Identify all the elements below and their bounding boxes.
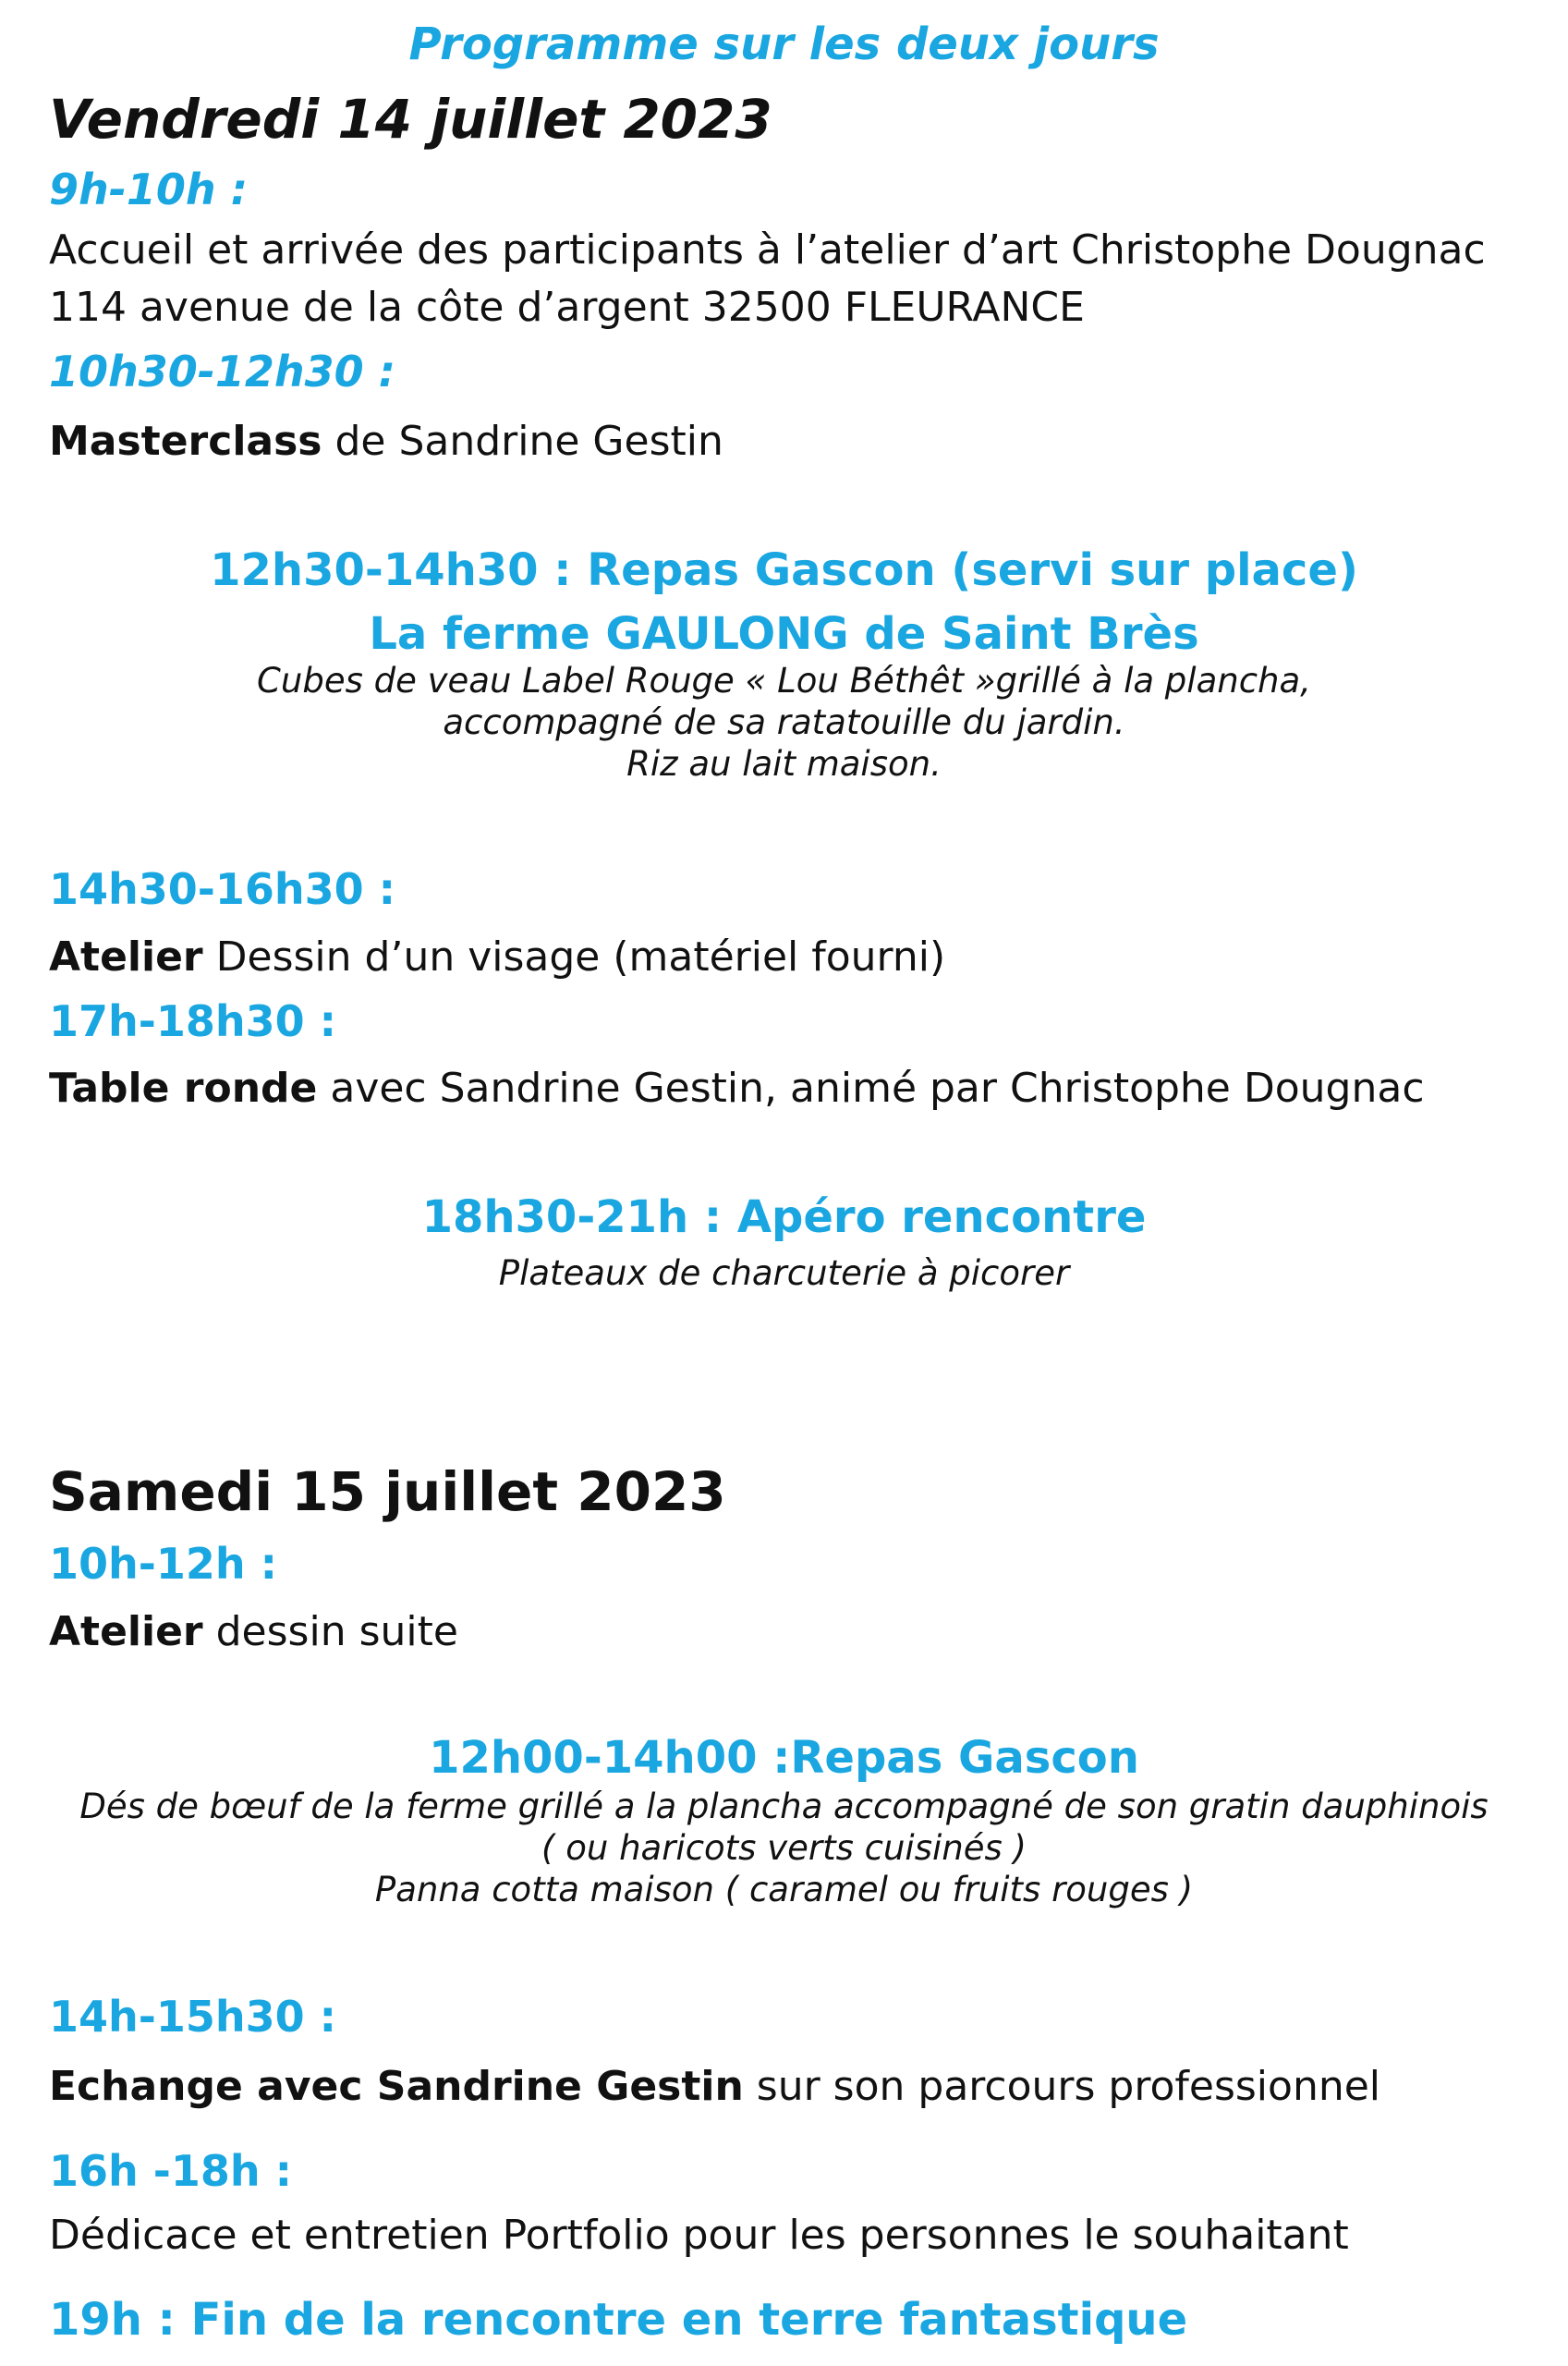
day2-slot3-desc: Dédicace et entretien Portfolio pour les personnes le souhaitant <box>49 2212 1349 2259</box>
day1-heading: Vendredi 14 juillet 2023 <box>49 88 772 151</box>
day2-meal-menu2: ( ou haricots verts cuisinés ) <box>541 1828 1027 1868</box>
day1-meal-menu3: Riz au lait maison. <box>626 744 942 784</box>
day2-slot2-time: 14h-15h30 : <box>49 1992 337 2042</box>
day1-meal-title: 12h30-14h30 : Repas Gascon (servi sur place) <box>210 544 1358 596</box>
day1-apero-menu: Plateaux de charcuterie à picorer <box>498 1253 1070 1293</box>
day1-slot1-time: 9h-10h : <box>49 165 249 214</box>
day1-slot4-bold: Table ronde <box>49 1065 318 1112</box>
day2-slot3-time: 16h -18h : <box>49 2146 293 2196</box>
day2-slot2-rest: sur son parcours professionnel <box>743 2063 1381 2110</box>
day1-meal-menu2: accompagné de sa ratatouille du jardin. <box>443 702 1125 742</box>
day2-slot2-desc <box>49 2058 1380 2116</box>
day2-slot1-bold: Atelier <box>49 1608 203 1655</box>
day1-slot3-bold: Atelier <box>49 933 203 981</box>
day1-slot3-time: 14h30-16h30 : <box>49 864 396 914</box>
day1-slot2-desc <box>49 413 723 470</box>
day2-slot1-time: 10h-12h : <box>49 1539 278 1589</box>
day1-slot4-rest: avec Sandrine Gestin, animé par Christophe Dougnac <box>317 1065 1425 1112</box>
day1-apero-title: 18h30-21h : Apéro rencontre <box>421 1191 1147 1243</box>
day2-slot1-desc <box>49 1604 458 1661</box>
day1-slot2-rest: de Sandrine Gestin <box>322 418 723 465</box>
day1-slot4-time: 17h-18h30 : <box>49 996 337 1046</box>
day2-end: 19h : Fin de la rencontre en terre fantastique <box>49 2294 1188 2346</box>
day2-slot1-rest: dessin suite <box>202 1608 458 1655</box>
day1-slot3-rest: Dessin d’un visage (matériel fourni) <box>202 933 946 981</box>
day1-slot2-bold: Masterclass <box>49 418 322 465</box>
day1-meal-subtitle: La ferme GAULONG de Saint Brès <box>369 608 1199 660</box>
day2-meal-title: 12h00-14h00 :Repas Gascon <box>429 1732 1139 1784</box>
day1-slot4-desc <box>49 1060 1425 1117</box>
day2-meal-menu1: Dés de bœuf de la ferme grillé a la plancha accompagné de son gratin dauphinois <box>79 1787 1489 1826</box>
day1-slot1-line1: Accueil et arrivée des participants à l’atelier d’art Christophe Dougnac <box>49 226 1486 274</box>
day1-slot1-line2: 114 avenue de la côte d’argent 32500 FLEURANCE <box>49 284 1085 331</box>
program-title: Programme sur les deux jours <box>408 18 1160 70</box>
day2-meal-menu3: Panna cotta maison ( caramel ou fruits rouges ) <box>374 1870 1194 1909</box>
day1-slot3-desc <box>49 929 945 986</box>
day1-meal-menu1: Cubes de veau Label Rouge « Lou Béthêt »grillé à la plancha, <box>257 661 1311 701</box>
day1-slot2-time: 10h30-12h30 : <box>49 347 396 396</box>
day2-heading: Samedi 15 juillet 2023 <box>49 1460 726 1523</box>
day2-slot2-bold: Echange avec Sandrine Gestin <box>49 2063 744 2110</box>
